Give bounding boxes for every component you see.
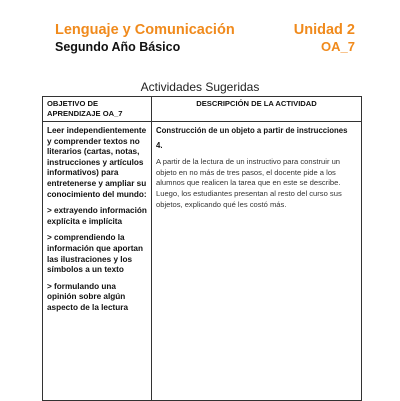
objective-point: > comprendiendo la información que aportan las ilustraciones y los símbolos a un texto: [47, 233, 143, 275]
section-title: Actividades Sugeridas: [140, 80, 260, 94]
unit-label: Unidad 2: [293, 22, 355, 38]
objective-point: > extrayendo información explícita e implícita: [47, 206, 147, 226]
grade-label: Segundo Año Básico: [55, 40, 181, 54]
objective-code: OA_7: [321, 39, 355, 54]
activity-cell: [152, 122, 362, 401]
table-row: [43, 122, 362, 401]
objective-cell: [43, 122, 152, 401]
table-header-row: [43, 97, 362, 122]
header-left: [55, 22, 235, 55]
activity-description: A partir de la lectura de un instructivo para construir un objeto en no más de tres pasos, el docente pide a los alumnos que realicen la tarea que en este se describe. Luego, los estudiantes presentan al resto del curso sus objetos, explicando qué les costó más.: [156, 157, 342, 209]
objective-column-header: OBJETIVO DE APRENDIZAJE OA_7: [43, 97, 152, 122]
objective-point: > formulando una opinión sobre algún aspecto de la lectura: [47, 281, 128, 312]
activity-title: Construcción de un objeto a partir de instrucciones: [156, 126, 348, 135]
subject-title: Lenguaje y Comunicación: [55, 22, 235, 38]
objective-intro: Leer independientemente y comprender textos no literarios (cartas, notas, instrucciones y artículos informativos) para entretenerse y ampliar su conocimiento del mundo:: [47, 126, 147, 199]
activities-table: [42, 96, 362, 401]
activity-number: 4.: [156, 140, 163, 150]
header-right: [294, 22, 355, 55]
description-column-header: DESCRIPCIÓN DE LA ACTIVIDAD: [152, 97, 362, 122]
